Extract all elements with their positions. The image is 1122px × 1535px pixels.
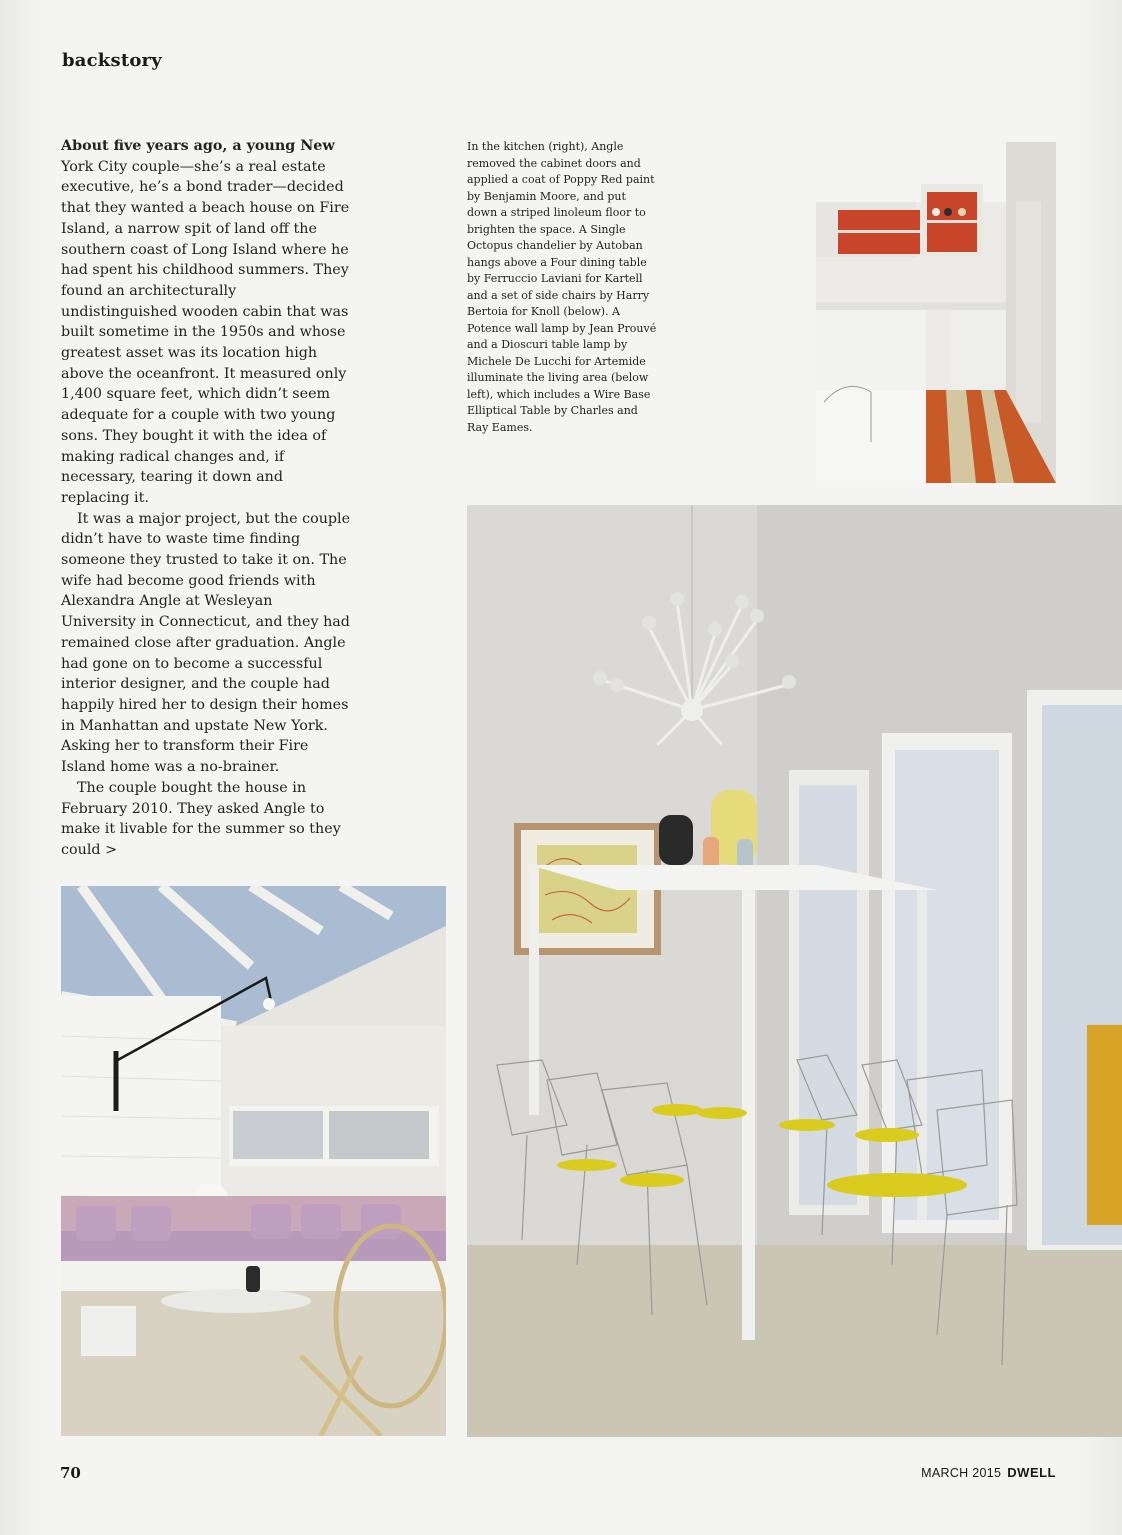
article-paragraph-3: The couple bought the house in February 2010. They asked Angle to make it livable for the summer so they could >: [61, 779, 341, 858]
kitchen-photo: [816, 142, 1056, 483]
article-paragraph-1: [61, 136, 351, 509]
photo-caption: In the kitchen (right), Angle removed the cabinet doors and applied a coat of Poppy Red paint by Benjamin Moore, and put down a striped linoleum floor to brighten the space. A Single Octopus chandelier by Autoban hangs above a Four dining table by Ferruccio Laviani for Kartell and a set of side chairs by Harry Bertoia for Knoll (below). A Potence wall lamp by Jean Prouvé and a Dioscuri table lamp by Michele De Lucchi for Artemide illuminate the living area (below left), which includes a Wire Base Elliptical Table by Charles and Ray Eames.: [467, 140, 657, 434]
article-paragraph-2: It was a major project, but the couple didn’t have to waste time finding someone they trusted to take it on. The wife had become good friends with Alexandra Angle at Wesleyan University in Connecticut, and they had remained close after graduation. Angle had gone on to become a successful interior designer, and the couple had happily hired her to design their homes in Manhattan and upstate New York. Asking her to transform their Fire Island home was a no-brainer.: [61, 510, 351, 776]
section-label: backstory: [62, 50, 162, 71]
issue-date: MARCH 2015: [921, 1466, 1002, 1480]
dining-room-photo: [467, 505, 1122, 1437]
magazine-name: DWELL: [1007, 1465, 1056, 1480]
article-lede: About five years ago, a young New: [61, 138, 335, 154]
article-paragraph-1-text: York City couple—she’s a real estate executive, he’s a bond trader—decided that they wanted a beach house on Fire Island, a narrow spit of land off the southern coast of Long Island where he had spent his childhood summers. They found an architecturally undistinguished wooden cabin that was built sometime in the 1950s and whose greatest asset was its location high above the oceanfront. It measured only 1,400 square feet, which didn’t seem adequate for a couple with two young sons. They bought it with the idea of making radical changes and, if necessary, tearing it down and replacing it.: [61, 158, 350, 506]
article-body: [61, 136, 351, 861]
living-area-photo: [61, 886, 446, 1436]
issue-footer: [921, 1465, 1056, 1480]
page-number: 70: [60, 1464, 81, 1482]
